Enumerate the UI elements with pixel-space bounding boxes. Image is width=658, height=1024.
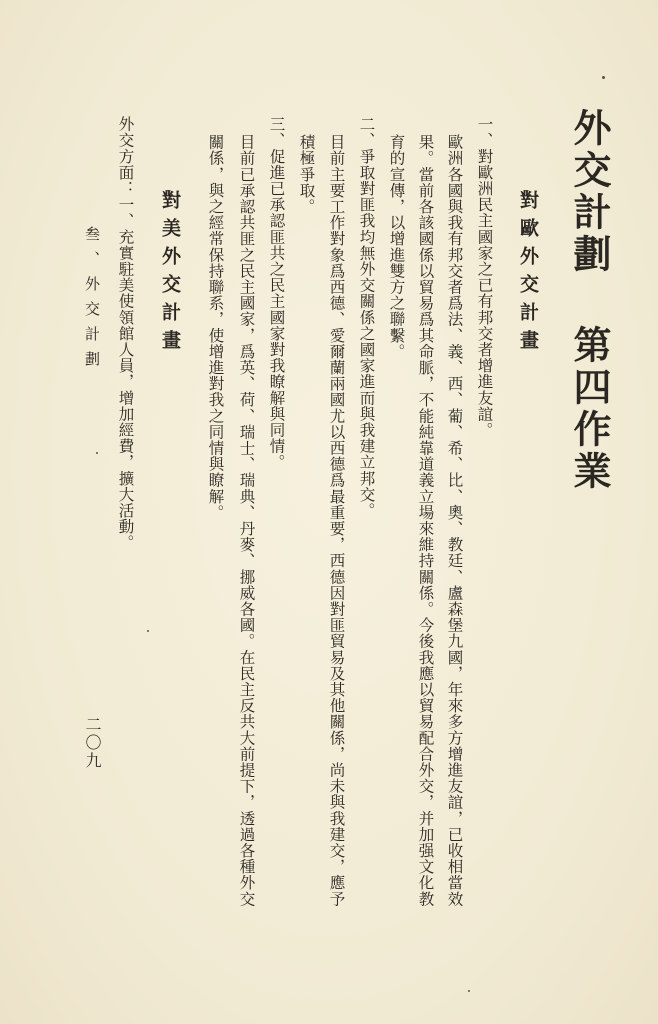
- paragraph-line: 外交方面：一、充實駐美使領館人員，增加經費，擴大活動。: [116, 116, 135, 551]
- paper-speck: [96, 452, 98, 454]
- paragraph-line: 三、促進已承認匪共之民主國家對我瞭解與同情。: [267, 116, 286, 471]
- section-heading-europe: 對歐外交計畫: [517, 190, 539, 358]
- paragraph-line: 歐洲各國與我有邦交者爲法、義、西、葡、希、比、奧、教廷、盧森堡九國，年來多方增進友誼，已收相當效: [445, 134, 464, 907]
- paragraph-line: 關係，與之經常保持聯系，使增進對我之同情與瞭解。: [206, 134, 225, 521]
- chapter-footer: 叁、外交計劃: [83, 226, 101, 376]
- paragraph-line: 一、對歐洲民主國家之已有邦交者增進友誼。: [475, 116, 494, 438]
- page-number: 二〇九: [83, 716, 102, 770]
- page-title-text: 外交計劃 第四作業: [567, 108, 612, 493]
- paragraph-line: 二、爭取對匪我均無外交關係之國家進而與我建立邦交。: [357, 116, 376, 519]
- paragraph-line: 目前已承認共匪之民主國家，爲英、荷、瑞士、瑞典、丹麥、挪威各國。在民主反共大前提下，透過各種外交: [237, 134, 256, 907]
- section-heading-america: 對美外交計畫: [159, 190, 181, 358]
- paper-speck: [147, 630, 149, 632]
- paper-speck: [602, 76, 605, 79]
- page-title: [567, 108, 612, 493]
- paper-speck: [468, 990, 470, 992]
- paragraph-line: 積極爭取。: [297, 134, 316, 215]
- paragraph-line: 目前主要工作對象爲西德、愛爾蘭兩國尤以西德爲最重要，西德因對匪貿易及其他關係，尚未與我建交，應予: [327, 134, 346, 907]
- paragraph-line: 育的宣傳，以增進雙方之聯繫。: [387, 134, 406, 360]
- paragraph-line: 果。當前各該國係以貿易爲其命脈，不能純靠道義立場來維持關係。今後我應以貿易配合外交，并加强文化教: [416, 134, 435, 907]
